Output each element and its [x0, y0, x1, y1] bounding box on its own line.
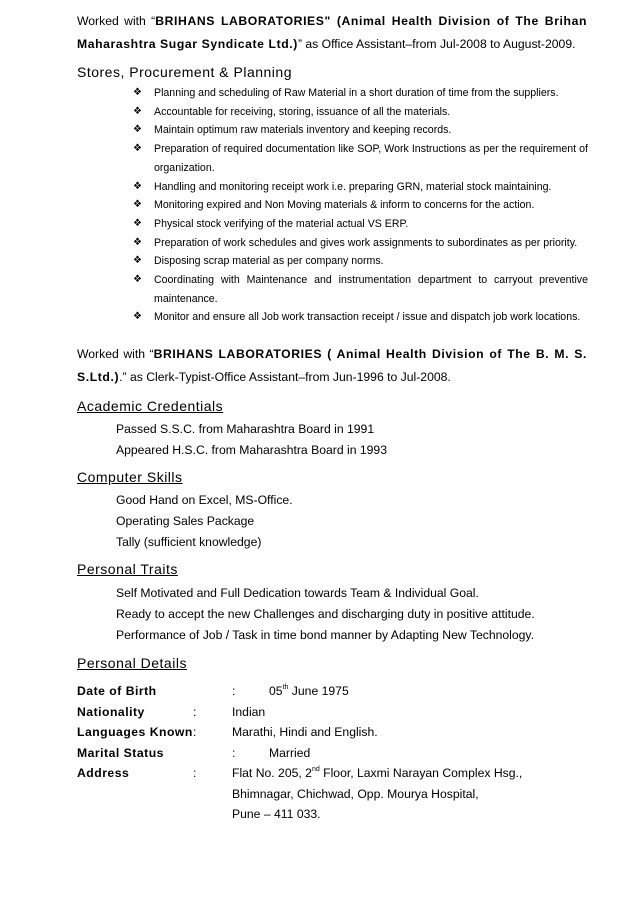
marital-value: Married [269, 745, 311, 760]
diamond-bullet-icon: ❖ [133, 217, 142, 229]
job1-suffix: ” as Office Assistant–from Jul-2008 to August-2009. [297, 37, 576, 51]
trait-item: Performance of Job / Task in time bond manner by Adapting New Technology. [116, 628, 534, 642]
stores-bullet-text: Handling and monitoring receipt work i.e. preparing GRN, material stock maintaining. [154, 180, 552, 193]
computer-item: Operating Sales Package [116, 514, 255, 528]
job2-prefix: Worked with “ [77, 347, 154, 361]
personal-section-title: Personal Details [77, 655, 187, 671]
diamond-bullet-icon: ❖ [133, 87, 142, 98]
nationality-label: Nationality [77, 704, 145, 719]
address-line3: Pune – 411 033. [232, 807, 321, 821]
diamond-bullet-icon: ❖ [133, 255, 142, 267]
languages-row [77, 722, 597, 743]
address-label: Address [77, 766, 130, 780]
diamond-bullet-icon: ❖ [133, 236, 142, 248]
marital-label: Marital Status [77, 745, 164, 760]
traits-list [116, 583, 535, 646]
dob-value [269, 681, 349, 702]
stores-bullet-text: Preparation of required documentation like SOP, Work Instructions as per the requirement of organization. [154, 143, 588, 174]
stores-bullet-text: Coordinating with Maintenance and instrumentation department to carryout preventive maintenance. [154, 274, 588, 305]
job1-paragraph [77, 10, 587, 56]
academic-list [116, 419, 387, 461]
diamond-bullet-icon: ❖ [133, 274, 142, 286]
academic-item: Appeared H.S.C. from Maharashtra Board in 1993 [116, 443, 387, 457]
stores-bullet-text: Maintain optimum raw materials inventory and keeping records. [154, 124, 452, 137]
marital-colon: : [232, 745, 236, 760]
dob-rest: June 1975 [288, 684, 349, 698]
computer-list [116, 490, 293, 553]
stores-bullet-text: Preparation of work schedules and gives work assignments to subordinates as per priority. [154, 236, 578, 249]
stores-bullet-item [133, 234, 588, 253]
stores-bullet-text: Monitor and ensure all Job work transaction receipt / issue and dispatch job work locations. [154, 311, 581, 324]
stores-bullet-item [133, 178, 588, 197]
dob-colon: : [232, 684, 236, 698]
stores-bullet-item [133, 121, 588, 140]
nationality-colon: : [193, 704, 197, 719]
stores-bullet-text: Planning and scheduling of Raw Material in a short duration of time from the suppliers. [154, 87, 559, 99]
stores-bullet-item [133, 252, 588, 271]
job2-paragraph [77, 343, 587, 389]
personal-details-table [77, 681, 597, 825]
stores-bullet-item [133, 308, 588, 327]
job2-company: BRIHANS LABORATORIES ( Animal Health Division of The B. M. S. S.Ltd.) [77, 347, 587, 384]
diamond-bullet-icon: ❖ [133, 180, 142, 192]
address-line1 [232, 763, 522, 784]
languages-label: Languages Known [77, 725, 193, 739]
address-line1-b: Floor, Laxmi Narayan Complex Hsg., [319, 766, 523, 780]
languages-colon: : [193, 725, 197, 739]
stores-bullet-text: Monitoring expired and Non Moving materials & inform to concerns for the action. [154, 199, 535, 212]
dob-sup: th [282, 684, 289, 691]
stores-bullet-item [133, 215, 588, 234]
dob-row [77, 681, 597, 702]
address-line1-a: Flat No. 205, 2 [232, 766, 312, 780]
stores-bullet-item [133, 103, 588, 122]
marital-row [77, 743, 597, 764]
computer-item: Tally (sufficient knowledge) [116, 535, 262, 549]
stores-bullet-list [133, 84, 588, 327]
diamond-bullet-icon: ❖ [133, 199, 142, 211]
diamond-bullet-icon: ❖ [133, 143, 142, 155]
address-row [77, 763, 597, 784]
stores-bullet-item [133, 196, 588, 215]
stores-bullet-item [133, 140, 588, 177]
computer-section-title: Computer Skills [77, 469, 183, 485]
computer-item: Good Hand on Excel, MS-Office. [116, 493, 293, 507]
job1-prefix: Worked with “ [77, 14, 156, 28]
job1-company: BRIHANS LABORATORIES" (Animal Health Division of The Brihan Maharashtra Sugar Syndicate Ltd.) [77, 14, 588, 51]
nationality-value: Indian [232, 704, 266, 719]
address-line2: Bhimnagar, Chichwad, Opp. Mourya Hospital, [232, 786, 479, 801]
stores-section-title: Stores, Procurement & Planning [77, 64, 292, 80]
job2-suffix: .” as Clerk-Typist-Office Assistant–from Jun-1996 to Jul-2008. [119, 370, 451, 384]
dob-label: Date of Birth [77, 684, 157, 698]
stores-bullet-item [133, 84, 588, 103]
traits-section-title: Personal Traits [77, 561, 178, 577]
diamond-bullet-icon: ❖ [133, 124, 142, 136]
languages-value: Marathi, Hindi and English. [232, 725, 378, 739]
address-colon: : [193, 766, 197, 780]
stores-bullet-text: Physical stock verifying of the material actual VS ERP. [154, 217, 409, 230]
trait-item: Self Motivated and Full Dedication towards Team & Individual Goal. [116, 586, 479, 600]
stores-bullet-text: Disposing scrap material as per company norms. [154, 255, 384, 268]
academic-item: Passed S.S.C. from Maharashtra Board in 1991 [116, 422, 375, 436]
trait-item: Ready to accept the new Challenges and discharging duty in positive attitude. [116, 607, 535, 621]
nationality-row [77, 702, 597, 723]
academic-section-title: Academic Credentials [77, 398, 224, 414]
address-row-3 [77, 804, 597, 825]
dob-day: 05 [269, 684, 283, 698]
address-line1-sup: nd [311, 766, 320, 773]
address-row-2 [77, 784, 597, 805]
diamond-bullet-icon: ❖ [133, 311, 142, 323]
stores-bullet-item [133, 271, 588, 308]
diamond-bullet-icon: ❖ [133, 105, 142, 117]
stores-bullet-text: Accountable for receiving, storing, issuance of all the materials. [154, 105, 451, 118]
